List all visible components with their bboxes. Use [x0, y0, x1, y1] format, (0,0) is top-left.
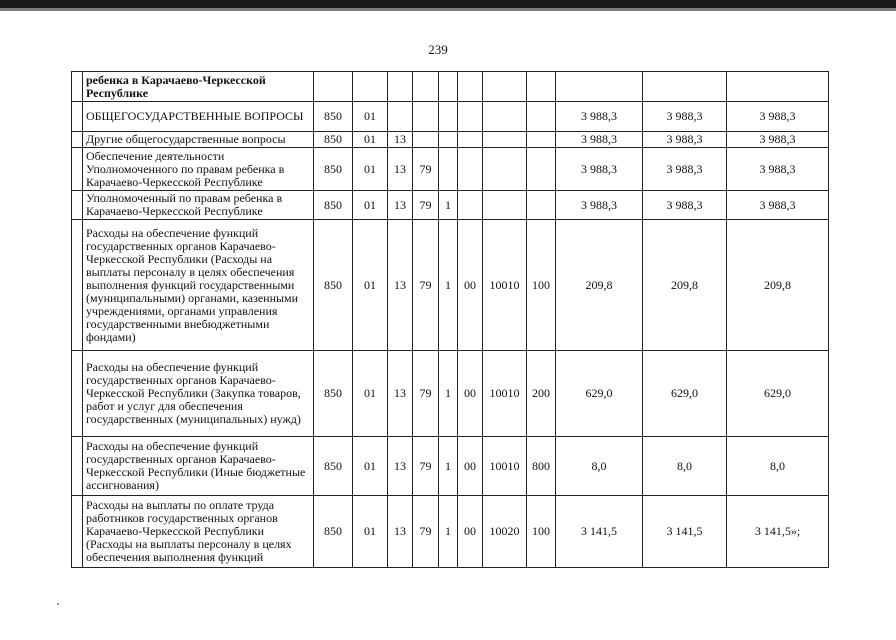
code-cell: [483, 72, 527, 102]
code-cell: 800: [527, 437, 556, 496]
code-cell: 850: [314, 220, 353, 351]
code-cell: 13: [388, 496, 413, 568]
code-cell: [483, 191, 527, 220]
code-cell: [458, 72, 483, 102]
code-cell: [439, 148, 458, 191]
amount-cell: 3 988,3: [643, 102, 727, 132]
code-cell: 01: [353, 191, 388, 220]
code-cell: 00: [458, 496, 483, 568]
amount-cell: 3 988,3: [556, 191, 643, 220]
amount-cell: 209,8: [643, 220, 727, 351]
code-cell: [527, 148, 556, 191]
code-cell: 13: [388, 191, 413, 220]
row-name-cell: Обеспечение деятельности Уполномоченного по правам ребенка в Карачаево-Черкесской Республике: [83, 148, 314, 191]
code-cell: [413, 72, 439, 102]
amount-cell: 209,8: [556, 220, 643, 351]
amount-cell: 3 141,5: [556, 496, 643, 568]
code-cell: 10010: [483, 351, 527, 437]
code-cell: [439, 102, 458, 132]
code-cell: [527, 132, 556, 148]
amount-cell: 3 988,3: [643, 148, 727, 191]
code-cell: 79: [413, 191, 439, 220]
row-margin-cell: [72, 496, 83, 568]
row-margin-cell: [72, 132, 83, 148]
code-cell: 79: [413, 351, 439, 437]
table-body: [72, 72, 829, 568]
table-row: [72, 132, 829, 148]
amount-cell: 3 988,3: [727, 102, 829, 132]
row-margin-cell: [72, 351, 83, 437]
code-cell: 1: [439, 220, 458, 351]
code-cell: 00: [458, 351, 483, 437]
amount-cell: 3 141,5»;: [727, 496, 829, 568]
table-row: [72, 496, 829, 568]
code-cell: 850: [314, 102, 353, 132]
code-cell: [439, 72, 458, 102]
amount-cell: 8,0: [643, 437, 727, 496]
code-cell: 13: [388, 220, 413, 351]
row-margin-cell: [72, 148, 83, 191]
code-cell: 79: [413, 148, 439, 191]
scan-top-border-shadow: [0, 8, 896, 11]
code-cell: 01: [353, 220, 388, 351]
code-cell: 10010: [483, 220, 527, 351]
code-cell: 01: [353, 496, 388, 568]
code-cell: [483, 132, 527, 148]
code-cell: [483, 102, 527, 132]
code-cell: 13: [388, 132, 413, 148]
code-cell: 79: [413, 220, 439, 351]
code-cell: [388, 102, 413, 132]
code-cell: 00: [458, 437, 483, 496]
amount-cell: 8,0: [727, 437, 829, 496]
code-cell: 00: [458, 220, 483, 351]
code-cell: [527, 102, 556, 132]
code-cell: 100: [527, 220, 556, 351]
code-cell: 13: [388, 148, 413, 191]
table-row: [72, 437, 829, 496]
code-cell: 850: [314, 496, 353, 568]
code-cell: [527, 72, 556, 102]
code-cell: [458, 148, 483, 191]
row-name-cell: ребенка в Карачаево-Черкесской Республике: [83, 72, 314, 102]
code-cell: 1: [439, 351, 458, 437]
row-name-cell: Расходы на обеспечение функций государственных органов Карачаево-Черкесской Республики (Иные бюджетные ассигнования): [83, 437, 314, 496]
code-cell: 10020: [483, 496, 527, 568]
code-cell: 850: [314, 437, 353, 496]
code-cell: [458, 132, 483, 148]
code-cell: 79: [413, 496, 439, 568]
row-margin-cell: [72, 72, 83, 102]
amount-cell: 3 988,3: [727, 132, 829, 148]
code-cell: 13: [388, 437, 413, 496]
table-row: [72, 191, 829, 220]
table-row: [72, 148, 829, 191]
amount-cell: 629,0: [643, 351, 727, 437]
code-cell: 01: [353, 132, 388, 148]
row-margin-cell: [72, 102, 83, 132]
row-name-cell: Уполномоченный по правам ребенка в Карачаево-Черкесской Республике: [83, 191, 314, 220]
scan-speck: [57, 603, 59, 605]
code-cell: 01: [353, 148, 388, 191]
row-name-cell: Расходы на обеспечение функций государственных органов Карачаево-Черкесской Республики (Расходы на выплаты персоналу в целях обеспечения выполнения функций государственными (муниципальными) органами, казенными учреждениями, органами управления государственными внебюджетными фондами): [83, 220, 314, 351]
amount-cell: 629,0: [727, 351, 829, 437]
amount-cell: 3 988,3: [556, 102, 643, 132]
code-cell: 01: [353, 102, 388, 132]
amount-cell: 629,0: [556, 351, 643, 437]
amount-cell: 3 988,3: [643, 132, 727, 148]
code-cell: 850: [314, 351, 353, 437]
amount-cell: 3 988,3: [556, 148, 643, 191]
code-cell: 10010: [483, 437, 527, 496]
code-cell: [527, 191, 556, 220]
row-name-cell: Расходы на выплаты по оплате труда работников государственных органов Карачаево-Черкесской Республики (Расходы на выплаты персоналу в целях обеспечения выполнения функций: [83, 496, 314, 568]
code-cell: [353, 72, 388, 102]
scan-top-border: [0, 0, 896, 8]
table-row: [72, 351, 829, 437]
budget-table: [71, 71, 829, 568]
table-row: [72, 72, 829, 102]
amount-cell: 3 141,5: [643, 496, 727, 568]
amount-cell: 209,8: [727, 220, 829, 351]
amount-cell: 8,0: [556, 437, 643, 496]
code-cell: 850: [314, 148, 353, 191]
code-cell: 79: [413, 437, 439, 496]
amount-cell: 3 988,3: [643, 191, 727, 220]
code-cell: [439, 132, 458, 148]
row-margin-cell: [72, 220, 83, 351]
code-cell: [413, 102, 439, 132]
code-cell: 100: [527, 496, 556, 568]
row-name-cell: Другие общегосударственные вопросы: [83, 132, 314, 148]
code-cell: 1: [439, 437, 458, 496]
code-cell: 13: [388, 351, 413, 437]
amount-cell: 3 988,3: [727, 191, 829, 220]
amount-cell: [727, 72, 829, 102]
amount-cell: [643, 72, 727, 102]
amount-cell: 3 988,3: [556, 132, 643, 148]
page-number: 239: [428, 42, 448, 57]
amount-cell: 3 988,3: [727, 148, 829, 191]
code-cell: 850: [314, 191, 353, 220]
code-cell: [413, 132, 439, 148]
code-cell: 1: [439, 496, 458, 568]
code-cell: 01: [353, 437, 388, 496]
row-margin-cell: [72, 437, 83, 496]
code-cell: 01: [353, 351, 388, 437]
code-cell: 850: [314, 132, 353, 148]
row-margin-cell: [72, 191, 83, 220]
row-name-cell: ОБЩЕГОСУДАРСТВЕННЫЕ ВОПРОСЫ: [83, 102, 314, 132]
code-cell: [458, 102, 483, 132]
table-row: [72, 102, 829, 132]
code-cell: [483, 148, 527, 191]
row-name-cell: Расходы на обеспечение функций государственных органов Карачаево-Черкесской Республики (Закупка товаров, работ и услуг для обеспечения государственных (муниципальных) нужд): [83, 351, 314, 437]
amount-cell: [556, 72, 643, 102]
code-cell: 1: [439, 191, 458, 220]
code-cell: [314, 72, 353, 102]
table-row: [72, 220, 829, 351]
code-cell: 200: [527, 351, 556, 437]
code-cell: [458, 191, 483, 220]
code-cell: [388, 72, 413, 102]
